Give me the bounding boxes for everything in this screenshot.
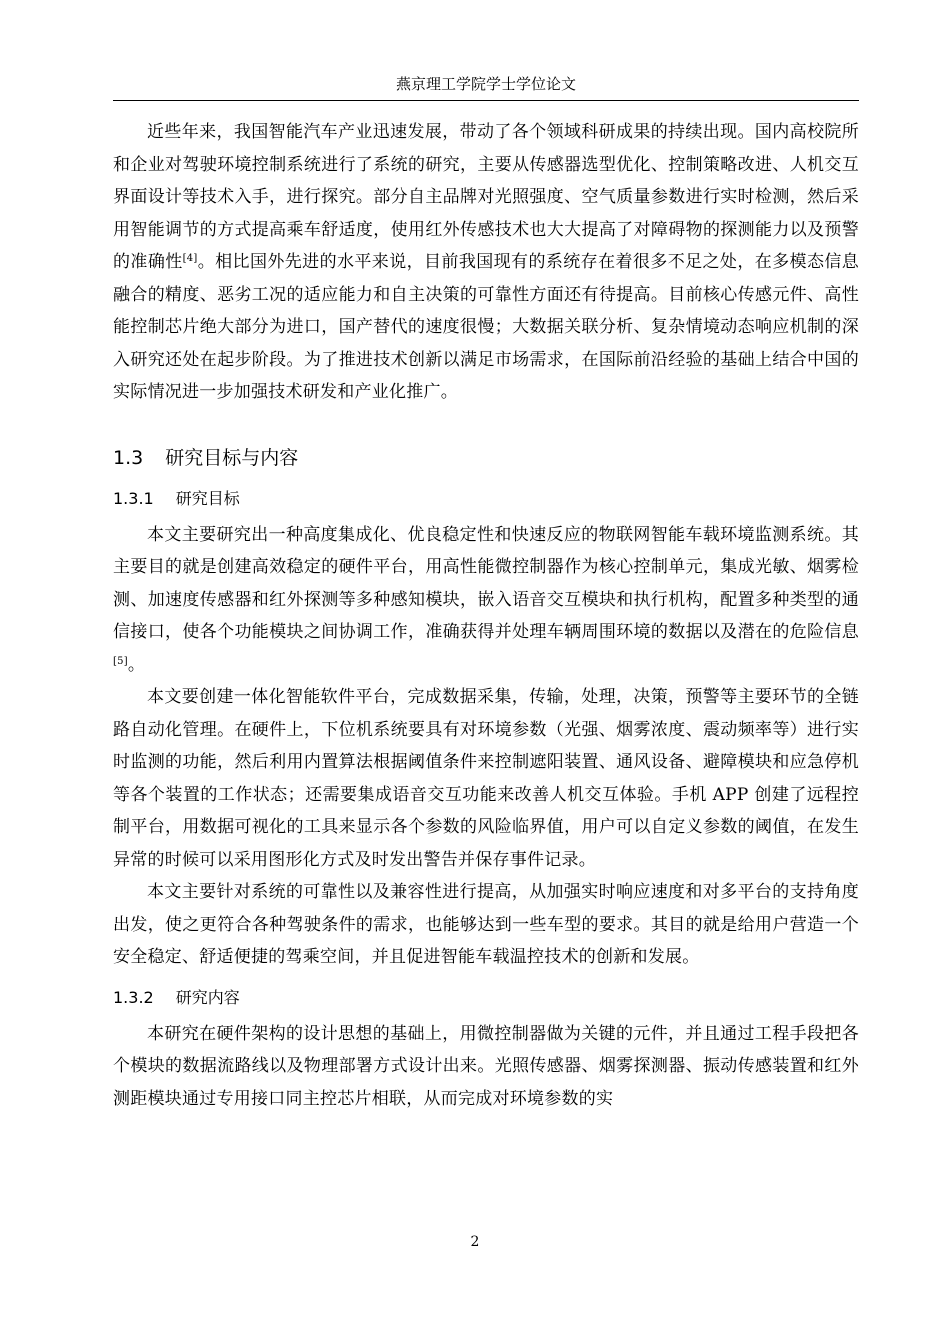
paragraph-text: 本研究在硬件架构的设计思想的基础上，用微控制器做为关键的元件，并且通过工程手段把各个模块的数据流路线以及物理部署方式设计出来。光照传感器、烟雾探测器、振动传感装置和红外测距模块通过专用接口同主控芯片相联，从而完成对环境参数的实: [113, 1023, 859, 1109]
subsection-heading: [113, 986, 859, 1010]
page-number: 2: [470, 1234, 480, 1250]
paragraph: [113, 519, 859, 682]
paragraph-text: 本文要创建一体化智能软件平台，完成数据采集，传输，处理，决策，预警等主要环节的全链路自动化管理。在硬件上，下位机系统要具有对环境参数（光强、烟雾浓度、震动频率等）进行实时监测的功能，然后利用内置算法根据阈值条件来控制遮阳装置、通风设备、避障模块和应急停机等各个装置的工作状态；还需要集成语音交互功能来改善人机交互体验。手机 APP 创建了远程控制平台，用数据可视化的工具来显示各个参数的风险临界值，用户可以自定义参数的阈值，在发生异常的时候可以采用图形化方式及时发出警告并保存事件记录。: [113, 687, 859, 870]
paragraph-text: 近些年来，我国智能汽车产业迅速发展，带动了各个领域科研成果的持续出现。国内高校院所和企业对驾驶环境控制系统进行了系统的研究，主要从传感器选型优化、控制策略改进、人机交互界面设计等技术入手，进行探究。部分自主品牌对光照强度、空气质量参数进行实时检测，然后采用智能调节的方式提高乘车舒适度，使用红外传感技术也大大提高了对障碍物的探测能力以及预警的准确性: [113, 122, 859, 272]
heading-number: 1.3.2: [113, 987, 154, 1007]
paragraph: [113, 116, 859, 409]
page-body: [113, 116, 859, 1115]
heading-title: 研究目标与内容: [165, 446, 299, 469]
paragraph-text: 。: [127, 654, 146, 675]
paragraph: [113, 681, 859, 876]
paragraph: [113, 1018, 859, 1116]
citation-ref: [4]: [182, 253, 198, 264]
citation-ref: [5]: [113, 655, 128, 667]
running-header: 燕京理工学院学士学位论文: [395, 75, 576, 93]
paragraph-text: 本文主要研究出一种高度集成化、优良稳定性和快速反应的物联网智能车载环境监测系统。其主要目的就是创建高效稳定的硬件平台，用高性能微控制器作为核心控制单元，集成光敏、烟雾检测、加速度传感器和红外探测等多种感知模块，嵌入语音交互模块和执行机构，配置多种类型的通信接口，使各个功能模块之间协调工作，准确获得并处理车辆周围环境的数据以及潜在的危险信息: [113, 524, 859, 642]
header-rule: [113, 100, 859, 101]
heading-title: 研究内容: [175, 987, 240, 1007]
heading-number: 1.3.1: [113, 488, 154, 508]
heading-title: 研究目标: [175, 488, 240, 508]
paragraph: [113, 876, 859, 974]
subsection-heading: [113, 487, 859, 511]
heading-number: 1.3: [113, 446, 144, 469]
paragraph-text: 本文主要针对系统的可靠性以及兼容性进行提高，从加强实时响应速度和对多平台的支持角度出发，使之更符合各种驾驶条件的需求，也能够达到一些车型的要求。其目的就是给用户营造一个安全稳定、舒适便捷的驾乘空间，并且促进智能车载温控技术的创新和发展。: [113, 882, 859, 967]
paragraph-text: 。相比国外先进的水平来说，目前我国现有的系统存在着很多不足之处，在多模态信息融合的精度、恶劣工况的适应能力和自主决策的可靠性方面还有待提高。目前核心传感元件、高性能控制芯片绝大部分为进口，国产替代的速度很慢；大数据关联分析、复杂情境动态响应机制的深入研究还处在起步阶段。为了推进技术创新以满足市场需求，在国际前沿经验的基础上结合中国的实际情况进一步加强技术研发和产业化推广。: [113, 252, 860, 402]
section-heading: [113, 445, 859, 471]
